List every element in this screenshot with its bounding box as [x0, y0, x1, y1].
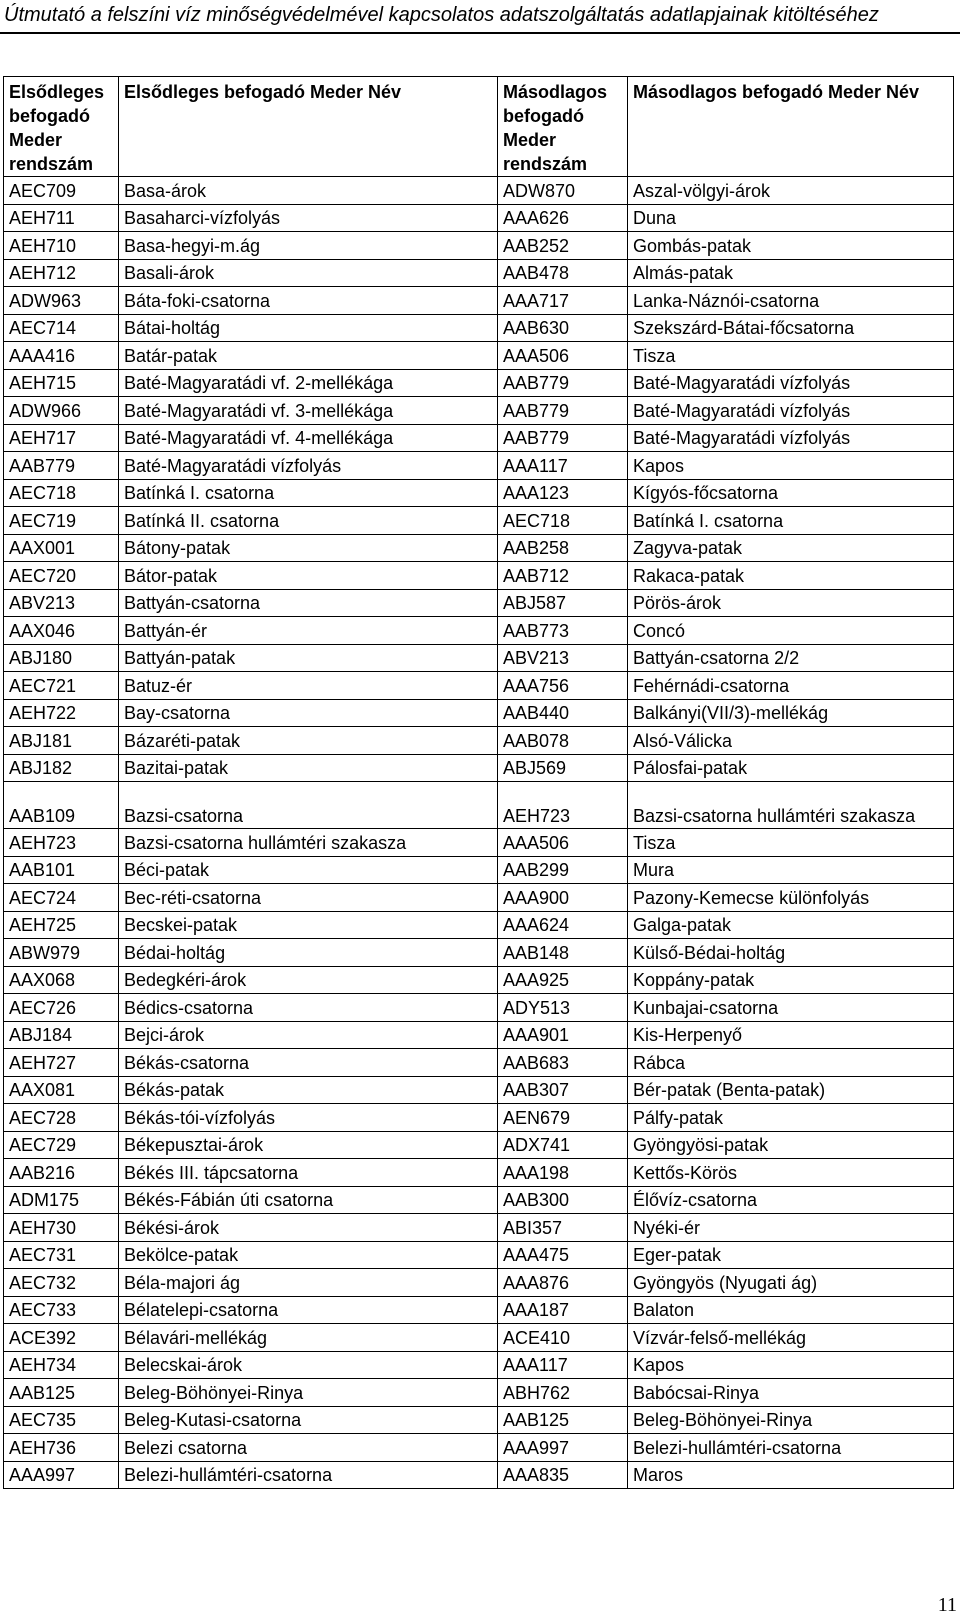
secondary-name-cell: Külső-Bédai-holtág [628, 939, 954, 967]
primary-name-cell: Baté-Magyaratádi vf. 2-mellékága [119, 369, 498, 397]
secondary-code-cell: AAB773 [498, 617, 628, 645]
secondary-name-cell: Pálosfai-patak [628, 754, 954, 782]
secondary-code-cell: AAA756 [498, 672, 628, 700]
table-row [4, 939, 954, 967]
primary-code-cell: AEH712 [4, 259, 119, 287]
table-row [4, 562, 954, 590]
secondary-code-cell: AAA717 [498, 287, 628, 315]
secondary-name-cell: Beleg-Böhönyei-Rinya [628, 1406, 954, 1434]
secondary-code-cell: AAB125 [498, 1406, 628, 1434]
primary-name-cell: Bejci-árok [119, 1021, 498, 1049]
primary-code-cell: AEC733 [4, 1296, 119, 1324]
secondary-code-cell: AAB630 [498, 314, 628, 342]
primary-code-cell: ADM175 [4, 1186, 119, 1214]
primary-code-cell: AEH715 [4, 369, 119, 397]
primary-name-cell: Becskei-patak [119, 911, 498, 939]
primary-name-cell: Belezi csatorna [119, 1434, 498, 1462]
secondary-name-cell: Kis-Herpenyő [628, 1021, 954, 1049]
table-row [4, 589, 954, 617]
table-row [4, 754, 954, 782]
secondary-name-cell: Pörös-árok [628, 589, 954, 617]
primary-code-cell: AAA997 [4, 1461, 119, 1489]
secondary-name-cell: Lanka-Náznói-csatorna [628, 287, 954, 315]
secondary-name-cell: Rakaca-patak [628, 562, 954, 590]
secondary-code-cell: ACE410 [498, 1324, 628, 1352]
primary-name-cell: Battyán-ér [119, 617, 498, 645]
table-row [4, 1131, 954, 1159]
secondary-code-cell: AAB440 [498, 699, 628, 727]
table-row [4, 1241, 954, 1269]
table-row [4, 1406, 954, 1434]
primary-name-cell: Batuz-ér [119, 672, 498, 700]
secondary-name-cell: Kapos [628, 452, 954, 480]
secondary-code-cell: AAA626 [498, 204, 628, 232]
secondary-name-cell: Tisza [628, 829, 954, 857]
primary-code-cell: ABJ182 [4, 754, 119, 782]
secondary-code-cell: AAB252 [498, 232, 628, 260]
primary-name-cell: Basali-árok [119, 259, 498, 287]
secondary-name-cell: Balkányi(VII/3)-mellékág [628, 699, 954, 727]
secondary-code-cell: ADY513 [498, 994, 628, 1022]
primary-code-cell: AEH730 [4, 1214, 119, 1242]
table-row [4, 966, 954, 994]
secondary-name-cell: Tisza [628, 342, 954, 370]
secondary-name-cell: Bazsi-csatorna hullámtéri szakasza [628, 782, 954, 829]
secondary-name-cell: Galga-patak [628, 911, 954, 939]
primary-code-cell: AEH722 [4, 699, 119, 727]
secondary-code-cell: AEC718 [498, 507, 628, 535]
primary-code-cell: AEC724 [4, 884, 119, 912]
secondary-code-cell: AAB078 [498, 727, 628, 755]
secondary-name-cell: Gyöngyös (Nyugati ág) [628, 1269, 954, 1297]
secondary-code-cell: AAB299 [498, 856, 628, 884]
table-row [4, 452, 954, 480]
primary-name-cell: Batár-patak [119, 342, 498, 370]
secondary-name-cell: Fehérnádi-csatorna [628, 672, 954, 700]
secondary-name-cell: Koppány-patak [628, 966, 954, 994]
secondary-code-cell: AAA925 [498, 966, 628, 994]
secondary-name-cell: Kapos [628, 1351, 954, 1379]
primary-code-cell: AEC726 [4, 994, 119, 1022]
secondary-code-cell: AAA117 [498, 1351, 628, 1379]
table-row [4, 369, 954, 397]
secondary-code-cell: AAB779 [498, 369, 628, 397]
table-header-row [4, 77, 954, 177]
table-row [4, 1434, 954, 1462]
primary-code-cell: AAX046 [4, 617, 119, 645]
secondary-name-cell: Gombás-patak [628, 232, 954, 260]
table-row [4, 1296, 954, 1324]
table-row [4, 1104, 954, 1132]
table-row [4, 699, 954, 727]
primary-code-cell: AEH710 [4, 232, 119, 260]
primary-code-cell: AEH723 [4, 829, 119, 857]
primary-name-cell: Bazsi-csatorna [119, 782, 498, 829]
primary-name-cell: Beleg-Böhönyei-Rinya [119, 1379, 498, 1407]
secondary-name-cell: Vízvár-felső-mellékág [628, 1324, 954, 1352]
secondary-code-cell: AAA835 [498, 1461, 628, 1489]
primary-code-cell: AEC735 [4, 1406, 119, 1434]
primary-name-cell: Béci-patak [119, 856, 498, 884]
primary-name-cell: Bazsi-csatorna hullámtéri szakasza [119, 829, 498, 857]
primary-name-cell: Bázaréti-patak [119, 727, 498, 755]
secondary-name-cell: Battyán-csatorna 2/2 [628, 644, 954, 672]
secondary-name-cell: Pálfy-patak [628, 1104, 954, 1132]
table-row [4, 672, 954, 700]
table-row [4, 397, 954, 425]
table-row [4, 1379, 954, 1407]
secondary-code-cell: AAA900 [498, 884, 628, 912]
table-row [4, 1324, 954, 1352]
primary-code-cell: AAB125 [4, 1379, 119, 1407]
primary-name-cell: Battyán-patak [119, 644, 498, 672]
secondary-code-cell: AAA506 [498, 342, 628, 370]
secondary-name-cell: Duna [628, 204, 954, 232]
table-body [4, 177, 954, 1489]
table-row [4, 259, 954, 287]
secondary-code-cell: AEH723 [498, 782, 628, 829]
secondary-name-cell: Mura [628, 856, 954, 884]
secondary-code-cell: ADW870 [498, 177, 628, 205]
table-row [4, 829, 954, 857]
document-title: Útmutató a felszíni víz minőségvédelmével kapcsolatos adatszolgáltatás adatlapjainak kitöltéséhez [4, 4, 879, 26]
primary-name-cell: Bélatelepi-csatorna [119, 1296, 498, 1324]
primary-name-cell: Béla-majori ág [119, 1269, 498, 1297]
secondary-code-cell: AAB148 [498, 939, 628, 967]
secondary-name-cell: Baté-Magyaratádi vízfolyás [628, 397, 954, 425]
primary-code-cell: AAX081 [4, 1076, 119, 1104]
table-row [4, 1461, 954, 1489]
primary-name-cell: Bátai-holtág [119, 314, 498, 342]
secondary-name-cell: Kunbajai-csatorna [628, 994, 954, 1022]
secondary-code-cell: AAA901 [498, 1021, 628, 1049]
primary-code-cell: ABW979 [4, 939, 119, 967]
primary-name-cell: Baté-Magyaratádi vf. 3-mellékága [119, 397, 498, 425]
primary-code-cell: AAB779 [4, 452, 119, 480]
secondary-code-cell: ABJ569 [498, 754, 628, 782]
secondary-code-cell: AEN679 [498, 1104, 628, 1132]
primary-code-cell: AEC729 [4, 1131, 119, 1159]
primary-name-cell: Bélavári-mellékág [119, 1324, 498, 1352]
primary-name-cell: Batínká I. csatorna [119, 479, 498, 507]
primary-name-cell: Bátony-patak [119, 534, 498, 562]
secondary-code-cell: AAA475 [498, 1241, 628, 1269]
table-row [4, 287, 954, 315]
primary-name-cell: Báta-foki-csatorna [119, 287, 498, 315]
primary-name-cell: Belezi-hullámtéri-csatorna [119, 1461, 498, 1489]
secondary-name-cell: Babócsai-Rinya [628, 1379, 954, 1407]
primary-code-cell: ABV213 [4, 589, 119, 617]
table-row [4, 1186, 954, 1214]
secondary-code-cell: AAA506 [498, 829, 628, 857]
secondary-code-cell: AAB307 [498, 1076, 628, 1104]
primary-code-cell: AAB216 [4, 1159, 119, 1187]
primary-name-cell: Basaharci-vízfolyás [119, 204, 498, 232]
secondary-name-cell: Baté-Magyaratádi vízfolyás [628, 424, 954, 452]
primary-name-cell: Békás-patak [119, 1076, 498, 1104]
secondary-name-cell: Zagyva-patak [628, 534, 954, 562]
secondary-name-cell: Baté-Magyaratádi vízfolyás [628, 369, 954, 397]
secondary-code-cell: AAA198 [498, 1159, 628, 1187]
primary-name-cell: Bátor-patak [119, 562, 498, 590]
secondary-name-cell: Balaton [628, 1296, 954, 1324]
primary-code-cell: AEH734 [4, 1351, 119, 1379]
table-row [4, 342, 954, 370]
primary-name-cell: Basa-hegyi-m.ág [119, 232, 498, 260]
secondary-name-cell: Rábca [628, 1049, 954, 1077]
table-row [4, 232, 954, 260]
primary-code-cell: AAX001 [4, 534, 119, 562]
table-row [4, 1076, 954, 1104]
table-row [4, 994, 954, 1022]
table-row [4, 1021, 954, 1049]
secondary-code-cell: AAA624 [498, 911, 628, 939]
table-row [4, 911, 954, 939]
table-row [4, 727, 954, 755]
table-row [4, 884, 954, 912]
secondary-code-cell: ADX741 [498, 1131, 628, 1159]
page-number: 11 [937, 1594, 957, 1616]
primary-name-cell: Bedegkéri-árok [119, 966, 498, 994]
header-secondary-name: Másodlagos befogadó Meder Név [628, 77, 954, 177]
primary-code-cell: AAB109 [4, 782, 119, 829]
primary-code-cell: AEC721 [4, 672, 119, 700]
primary-name-cell: Bay-csatorna [119, 699, 498, 727]
table-row [4, 1269, 954, 1297]
primary-code-cell: AAX068 [4, 966, 119, 994]
primary-name-cell: Bédai-holtág [119, 939, 498, 967]
primary-code-cell: AEC720 [4, 562, 119, 590]
secondary-name-cell: Maros [628, 1461, 954, 1489]
secondary-name-cell: Batínká I. csatorna [628, 507, 954, 535]
primary-name-cell: Békési-árok [119, 1214, 498, 1242]
primary-code-cell: AEH717 [4, 424, 119, 452]
table-row [4, 479, 954, 507]
header-secondary-code: Másodlagos befogadó Meder rendszám [498, 77, 628, 177]
primary-name-cell: Batínká II. csatorna [119, 507, 498, 535]
primary-name-cell: Bec-réti-csatorna [119, 884, 498, 912]
secondary-code-cell: AAB683 [498, 1049, 628, 1077]
secondary-code-cell: AAA187 [498, 1296, 628, 1324]
secondary-code-cell: AAA876 [498, 1269, 628, 1297]
table-row [4, 856, 954, 884]
secondary-name-cell: Bér-patak (Benta-patak) [628, 1076, 954, 1104]
primary-name-cell: Bazitai-patak [119, 754, 498, 782]
primary-code-cell: ADW963 [4, 287, 119, 315]
secondary-code-cell: ABJ587 [498, 589, 628, 617]
primary-name-cell: Bédics-csatorna [119, 994, 498, 1022]
primary-code-cell: AEC731 [4, 1241, 119, 1269]
table-row [4, 1159, 954, 1187]
primary-code-cell: AEC718 [4, 479, 119, 507]
secondary-name-cell: Belezi-hullámtéri-csatorna [628, 1434, 954, 1462]
primary-name-cell: Baté-Magyaratádi vízfolyás [119, 452, 498, 480]
secondary-code-cell: AAB300 [498, 1186, 628, 1214]
table-row [4, 1214, 954, 1242]
primary-code-cell: AEC719 [4, 507, 119, 535]
primary-code-cell: ABJ184 [4, 1021, 119, 1049]
primary-name-cell: Békés III. tápcsatorna [119, 1159, 498, 1187]
secondary-code-cell: AAB258 [498, 534, 628, 562]
primary-name-cell: Basa-árok [119, 177, 498, 205]
primary-code-cell: AEH736 [4, 1434, 119, 1462]
primary-name-cell: Békás-csatorna [119, 1049, 498, 1077]
secondary-name-cell: Aszal-völgyi-árok [628, 177, 954, 205]
secondary-code-cell: AAB712 [498, 562, 628, 590]
secondary-name-cell: Concó [628, 617, 954, 645]
table-row [4, 782, 954, 829]
primary-name-cell: Belecskai-árok [119, 1351, 498, 1379]
table-row [4, 507, 954, 535]
secondary-name-cell: Pazony-Kemecse különfolyás [628, 884, 954, 912]
secondary-name-cell: Kettős-Körös [628, 1159, 954, 1187]
table-row [4, 204, 954, 232]
secondary-name-cell: Nyéki-ér [628, 1214, 954, 1242]
primary-code-cell: AEH727 [4, 1049, 119, 1077]
table-row [4, 314, 954, 342]
primary-code-cell: AAA416 [4, 342, 119, 370]
table-row [4, 177, 954, 205]
table-row [4, 534, 954, 562]
secondary-name-cell: Gyöngyösi-patak [628, 1131, 954, 1159]
primary-code-cell: ADW966 [4, 397, 119, 425]
secondary-code-cell: AAA997 [498, 1434, 628, 1462]
secondary-name-cell: Élővíz-csatorna [628, 1186, 954, 1214]
header-primary-code: Elsődleges befogadó Meder rendszám [4, 77, 119, 177]
secondary-code-cell: ABI357 [498, 1214, 628, 1242]
secondary-code-cell: AAA117 [498, 452, 628, 480]
primary-name-cell: Békepusztai-árok [119, 1131, 498, 1159]
primary-code-cell: AEH725 [4, 911, 119, 939]
primary-code-cell: AEC732 [4, 1269, 119, 1297]
primary-name-cell: Beleg-Kutasi-csatorna [119, 1406, 498, 1434]
secondary-name-cell: Alsó-Válicka [628, 727, 954, 755]
primary-code-cell: ACE392 [4, 1324, 119, 1352]
primary-code-cell: ABJ181 [4, 727, 119, 755]
table-row [4, 1049, 954, 1077]
secondary-code-cell: ABH762 [498, 1379, 628, 1407]
primary-name-cell: Battyán-csatorna [119, 589, 498, 617]
primary-code-cell: AAB101 [4, 856, 119, 884]
secondary-code-cell: AAB478 [498, 259, 628, 287]
secondary-name-cell: Almás-patak [628, 259, 954, 287]
secondary-code-cell: ABV213 [498, 644, 628, 672]
primary-code-cell: AEC714 [4, 314, 119, 342]
secondary-code-cell: AAB779 [498, 397, 628, 425]
table-row [4, 424, 954, 452]
header-primary-name: Elsődleges befogadó Meder Név [119, 77, 498, 177]
secondary-name-cell: Kígyós-főcsatorna [628, 479, 954, 507]
secondary-name-cell: Szekszárd-Bátai-főcsatorna [628, 314, 954, 342]
secondary-code-cell: AAB779 [498, 424, 628, 452]
water-body-table [3, 76, 954, 1489]
primary-name-cell: Bekölce-patak [119, 1241, 498, 1269]
table-row [4, 617, 954, 645]
primary-name-cell: Békés-Fábián úti csatorna [119, 1186, 498, 1214]
table-row [4, 1351, 954, 1379]
secondary-code-cell: AAA123 [498, 479, 628, 507]
primary-code-cell: AEC709 [4, 177, 119, 205]
primary-name-cell: Baté-Magyaratádi vf. 4-mellékága [119, 424, 498, 452]
secondary-name-cell: Eger-patak [628, 1241, 954, 1269]
primary-name-cell: Békás-tói-vízfolyás [119, 1104, 498, 1132]
table-row [4, 644, 954, 672]
primary-code-cell: AEH711 [4, 204, 119, 232]
primary-code-cell: AEC728 [4, 1104, 119, 1132]
title-divider [0, 32, 960, 34]
primary-code-cell: ABJ180 [4, 644, 119, 672]
